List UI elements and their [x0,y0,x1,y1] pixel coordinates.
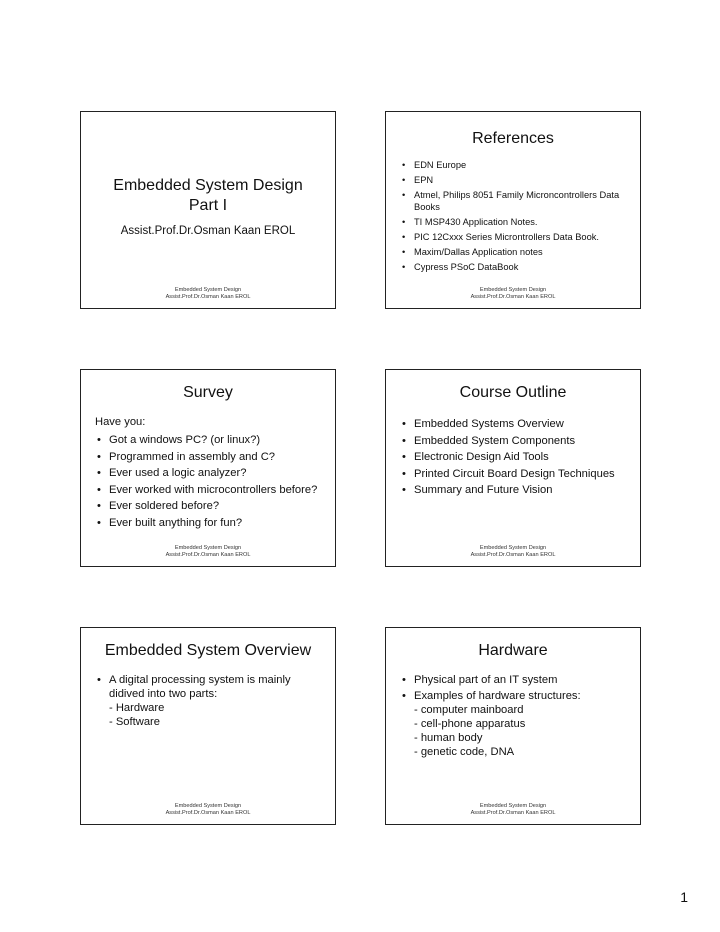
list-item: • Atmel, Philips 8051 Family Microncontrollers Data Books [400,189,630,213]
list-item-text: A digital processing system is mainly didived into two parts: [109,674,291,700]
list-item: • Electronic Design Aid Tools [400,449,632,466]
list-item: • EPN [400,174,630,186]
list-item-text: Examples of hardware structures: [414,690,581,702]
footer-line-2: Assist.Prof.Dr.Osman Kaan EROL [165,810,251,816]
slide-footer [386,287,640,301]
footer-line-1: Embedded System Design [174,287,242,293]
outline-list [400,416,632,499]
slide-footer [81,287,335,301]
slide-heading: Hardware [478,642,548,659]
slide-footer [386,803,640,817]
slide-footer [81,803,335,817]
list-item [95,673,327,729]
sub-item: - computer mainboard [414,704,524,716]
hardware-list [400,673,632,761]
list-item: • EDN Europe [400,159,630,171]
list-item: • Programmed in assembly and C? [95,449,327,466]
sub-item: - cell-phone apparatus [414,718,526,730]
slide-heading: Embedded System Overview [104,642,312,659]
list-item: • Ever soldered before? [95,498,327,515]
survey-list [95,432,327,531]
footer-line-1: Embedded System Design [479,287,547,293]
list-item: • Physical part of an IT system [400,673,632,687]
sub-item: - Software [109,716,160,728]
list-item: • Printed Circuit Board Design Techniques [400,466,632,483]
overview-list [95,673,327,729]
slide-system-overview [80,627,336,825]
slide-hardware [385,627,641,825]
slide-main-title [81,176,335,216]
list-item: • Cypress PSoC DataBook [400,261,630,273]
sub-item: - genetic code, DNA [414,746,515,758]
slide-heading: References [472,130,554,147]
title-line-2: Part I [188,197,228,214]
list-item: • Got a windows PC? (or linux?) [95,432,327,449]
slide-course-outline [385,369,641,567]
sub-item: - human body [414,732,483,744]
slide-footer [81,545,335,559]
slide-references [385,111,641,309]
list-item: • Maxim/Dallas Application notes [400,246,630,258]
list-item: • Summary and Future Vision [400,482,632,499]
page-number: 1 [680,889,688,905]
list-item: • Embedded System Components [400,433,632,450]
slide-footer [386,545,640,559]
footer-line-1: Embedded System Design [479,803,547,809]
footer-line-1: Embedded System Design [174,545,242,551]
footer-line-2: Assist.Prof.Dr.Osman Kaan EROL [470,810,556,816]
list-item: • TI MSP430 Application Notes. [400,216,630,228]
list-item [400,689,632,759]
survey-intro: Have you: [95,416,146,428]
slide-title [80,111,336,309]
author: Assist.Prof.Dr.Osman Kaan EROL [120,225,296,237]
footer-line-2: Assist.Prof.Dr.Osman Kaan EROL [165,294,251,300]
list-item: • PIC 12Cxxx Series Microntrollers Data Book. [400,231,630,243]
list-item: • Ever built anything for fun? [95,515,327,532]
footer-line-1: Embedded System Design [479,545,547,551]
footer-line-2: Assist.Prof.Dr.Osman Kaan EROL [470,552,556,558]
slide-heading: Survey [183,384,233,401]
footer-line-1: Embedded System Design [174,803,242,809]
slide-survey [80,369,336,567]
footer-line-2: Assist.Prof.Dr.Osman Kaan EROL [165,552,251,558]
sub-item: - Hardware [109,702,165,714]
list-item: • Embedded Systems Overview [400,416,632,433]
footer-line-2: Assist.Prof.Dr.Osman Kaan EROL [470,294,556,300]
slide-heading: Course Outline [459,384,567,401]
list-item: • Ever worked with microcontrollers before? [95,482,327,499]
title-line-1: Embedded System Design [113,177,303,194]
references-list [400,159,630,276]
list-item: • Ever used a logic analyzer? [95,465,327,482]
